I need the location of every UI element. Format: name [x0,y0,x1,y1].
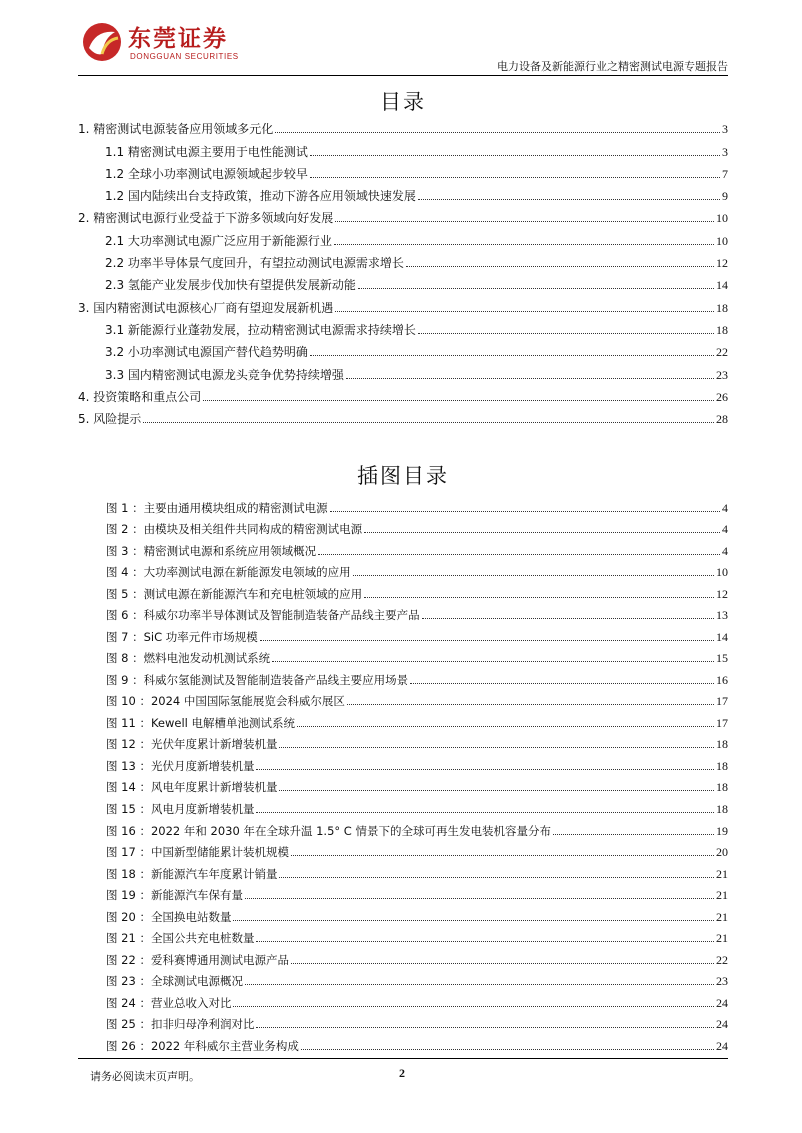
toc-entry[interactable] [78,249,728,271]
dot-leader [410,683,714,684]
entry-label: 4. 投资策略和重点公司 [78,389,202,404]
entry-label: 图 4 ：大功率测试电源在新能源发电领域的应用 [106,565,351,580]
entry-page-number: 4 [722,543,728,558]
entry-page-number: 28 [716,412,728,427]
entry-label: 图 12 ：光伏年度累计新增装机量 [106,737,278,752]
entry-page-number: 21 [716,888,728,903]
entry-label: 图 22 ：爱科赛博通用测试电源产品 [106,952,289,967]
entry-label: 图 6 ：科威尔功率半导体测试及智能制造装备产品线主要产品 [106,608,420,623]
figure-entry[interactable] [78,989,728,1011]
header-divider [78,75,728,76]
dot-leader [203,400,714,401]
dot-leader [233,1006,714,1007]
entry-page-number: 24 [716,1017,728,1032]
entry-page-number: 23 [716,367,728,382]
toc-entry[interactable] [78,271,728,293]
entry-page-number: 26 [716,389,728,404]
dot-leader [301,1049,714,1050]
logo-text-cn: 东莞证券 [128,25,228,52]
dot-leader [334,244,714,245]
dot-leader [279,790,714,791]
entry-label: 图 2 ：由模块及相关组件共同构成的精密测试电源 [106,522,363,537]
figure-entry[interactable] [78,860,728,882]
figure-entry[interactable] [78,774,728,796]
entry-label: 2.3 氢能产业发展步伐加快有望提供发展新动能 [105,278,356,293]
entry-page-number: 13 [716,608,728,623]
entry-page-number: 3 [722,122,728,137]
entry-page-number: 4 [722,500,728,515]
figure-entry[interactable] [78,602,728,624]
dot-leader [256,941,714,942]
dot-leader [245,898,714,899]
figure-entry[interactable] [78,494,728,516]
figure-entry[interactable] [78,709,728,731]
entry-page-number: 21 [716,909,728,924]
entry-label: 1. 精密测试电源装备应用领域多元化 [78,122,274,137]
entry-page-number: 10 [716,211,728,226]
dot-leader [297,726,714,727]
entry-label: 图 1 ：主要由通用模块组成的精密测试电源 [106,500,328,515]
figure-entry[interactable] [78,731,728,753]
entry-label: 1.2 国内陆续出台支持政策，推动下游各应用领域快速发展 [105,189,416,204]
entry-label: 图 24 ：营业总收入对比 [106,995,232,1010]
dot-leader [233,920,714,921]
dot-leader [418,199,720,200]
figure-entry[interactable] [78,925,728,947]
company-logo [78,18,308,68]
entry-label: 2.1 大功率测试电源广泛应用于新能源行业 [105,233,332,248]
figure-entry[interactable] [78,795,728,817]
entry-page-number: 18 [716,737,728,752]
entry-page-number: 24 [716,1038,728,1053]
dot-leader [347,704,714,705]
figure-entry[interactable] [78,968,728,990]
entry-label: 2.2 功率半导体景气度回升，有望拉动测试电源需求增长 [105,256,404,271]
dot-leader [279,747,714,748]
entry-page-number: 10 [716,565,728,580]
entry-page-number: 4 [722,522,728,537]
entry-page-number: 18 [716,300,728,315]
entry-page-number: 18 [716,801,728,816]
dot-leader [279,877,714,878]
dot-leader [272,661,714,662]
figure-entry[interactable] [78,666,728,688]
figure-list [78,494,728,1054]
figure-entry[interactable] [78,903,728,925]
dot-leader [553,834,714,835]
entry-label: 1.2 全球小功率测试电源领域起步较早 [105,166,308,181]
entry-label: 图 15 ：风电月度新增装机量 [106,801,255,816]
toc-list [78,115,728,427]
entry-label: 3.1 新能源行业蓬勃发展，拉动精密测试电源需求持续增长 [105,322,416,337]
entry-label: 图 10 ：2024 中国国际氢能展览会科威尔展区 [106,694,345,709]
toc-entry[interactable] [78,360,728,382]
toc-entry[interactable] [78,115,728,137]
entry-page-number: 17 [716,694,728,709]
entry-page-number: 21 [716,931,728,946]
entry-label: 图 19 ：新能源汽车保有量 [106,888,243,903]
entry-page-number: 17 [716,715,728,730]
figure-entry[interactable] [78,645,728,667]
entry-page-number: 22 [716,345,728,360]
figure-entry[interactable] [78,946,728,968]
entry-label: 1.1 精密测试电源主要用于电性能测试 [105,144,308,159]
figure-entry[interactable] [78,1011,728,1033]
dot-leader [256,812,714,813]
logo-mark-icon [80,20,124,64]
entry-label: 图 9 ：科威尔氢能测试及智能制造装备产品线主要应用场景 [106,672,409,687]
logo-text-en: DONGGUAN SECURITIES [130,52,239,61]
entry-label: 图 23 ：全球测试电源概况 [106,974,243,989]
dot-leader [256,769,714,770]
entry-page-number: 12 [716,256,728,271]
figure-entry[interactable] [78,580,728,602]
figure-entry[interactable] [78,839,728,861]
footer-disclaimer: 请务必阅读末页声明。 [90,1070,200,1083]
entry-page-number: 18 [716,758,728,773]
page-number: 2 [399,1066,405,1080]
entry-label: 图 7 ：SiC 功率元件市场规模 [106,629,258,644]
dot-leader [406,266,714,267]
entry-page-number: 3 [722,144,728,159]
dot-leader [346,378,714,379]
dot-leader [256,1027,714,1028]
figure-entry[interactable] [78,623,728,645]
dot-leader [310,355,714,356]
figure-entry[interactable] [78,752,728,774]
dot-leader [330,511,720,512]
figure-list-title: 插图目录 [357,464,449,488]
entry-page-number: 14 [716,629,728,644]
entry-page-number: 16 [716,672,728,687]
toc-entry[interactable] [78,137,728,159]
dot-leader [245,984,714,985]
dot-leader [358,288,714,289]
entry-label: 图 17 ：中国新型储能累计装机规模 [106,845,289,860]
figure-entry[interactable] [78,882,728,904]
footer-divider [78,1058,728,1059]
entry-page-number: 15 [716,651,728,666]
dot-leader [291,963,714,964]
entry-label: 2. 精密测试电源行业受益于下游多领域向好发展 [78,211,334,226]
dot-leader [318,554,720,555]
dot-leader [422,618,714,619]
entry-label: 图 5 ：测试电源在新能源汽车和充电桩领域的应用 [106,586,363,601]
toc-entry[interactable] [78,226,728,248]
dot-leader [260,640,714,641]
entry-page-number: 9 [722,189,728,204]
toc-entry[interactable] [78,293,728,315]
entry-label: 图 8 ：燃料电池发动机测试系统 [106,651,271,666]
dot-leader [291,855,714,856]
entry-page-number: 14 [716,278,728,293]
entry-label: 图 11 ：Kewell 电解槽单池测试系统 [106,715,296,730]
entry-page-number: 12 [716,586,728,601]
dot-leader [353,575,714,576]
entry-page-number: 22 [716,952,728,967]
figure-entry[interactable] [78,817,728,839]
entry-label: 图 16 ：2022 年和 2030 年在全球升温 1.5° C 情景下的全球可再生发电装机容量分布 [106,823,551,838]
dot-leader [143,422,714,423]
toc-entry[interactable] [78,160,728,182]
entry-label: 5. 风险提示 [78,412,142,427]
entry-label: 3.2 小功率测试电源国产替代趋势明确 [105,345,308,360]
figure-entry[interactable] [78,537,728,559]
entry-page-number: 24 [716,995,728,1010]
entry-page-number: 7 [722,166,728,181]
entry-label: 图 3 ：精密测试电源和系统应用领域概况 [106,543,317,558]
entry-page-number: 10 [716,233,728,248]
dot-leader [335,221,714,222]
figure-entry[interactable] [78,688,728,710]
dot-leader [335,311,714,312]
entry-page-number: 18 [716,322,728,337]
entry-label: 3.3 国内精密测试电源龙头竞争优势持续增强 [105,367,344,382]
entry-page-number: 19 [716,823,728,838]
entry-label: 图 21 ：全国公共充电桩数量 [106,931,255,946]
figure-entry[interactable] [78,559,728,581]
toc-entry[interactable] [78,182,728,204]
entry-page-number: 21 [716,866,728,881]
toc-entry[interactable] [78,383,728,405]
entry-page-number: 18 [716,780,728,795]
dot-leader [310,177,720,178]
entry-label: 图 20 ：全国换电站数量 [106,909,232,924]
entry-label: 3. 国内精密测试电源核心厂商有望迎发展新机遇 [78,300,334,315]
entry-label: 图 18 ：新能源汽车年度累计销量 [106,866,278,881]
entry-page-number: 23 [716,974,728,989]
dot-leader [275,132,720,133]
dot-leader [418,333,714,334]
figure-entry[interactable] [78,516,728,538]
report-title: 电力设备及新能源行业之精密测试电源专题报告 [497,60,728,73]
dot-leader [310,155,720,156]
entry-label: 图 14 ：风电年度累计新增装机量 [106,780,278,795]
entry-label: 图 26 ：2022 年科威尔主营业务构成 [106,1038,299,1053]
dot-leader [364,532,720,533]
toc-entry[interactable] [78,204,728,226]
dot-leader [364,597,714,598]
toc-entry[interactable] [78,338,728,360]
entry-label: 图 13 ：光伏月度新增装机量 [106,758,255,773]
page-header [78,18,728,78]
toc-title: 目录 [380,90,426,114]
figure-entry[interactable] [78,1032,728,1054]
toc-entry[interactable] [78,405,728,427]
entry-label: 图 25 ：扣非归母净利润对比 [106,1017,255,1032]
entry-page-number: 20 [716,845,728,860]
toc-entry[interactable] [78,316,728,338]
